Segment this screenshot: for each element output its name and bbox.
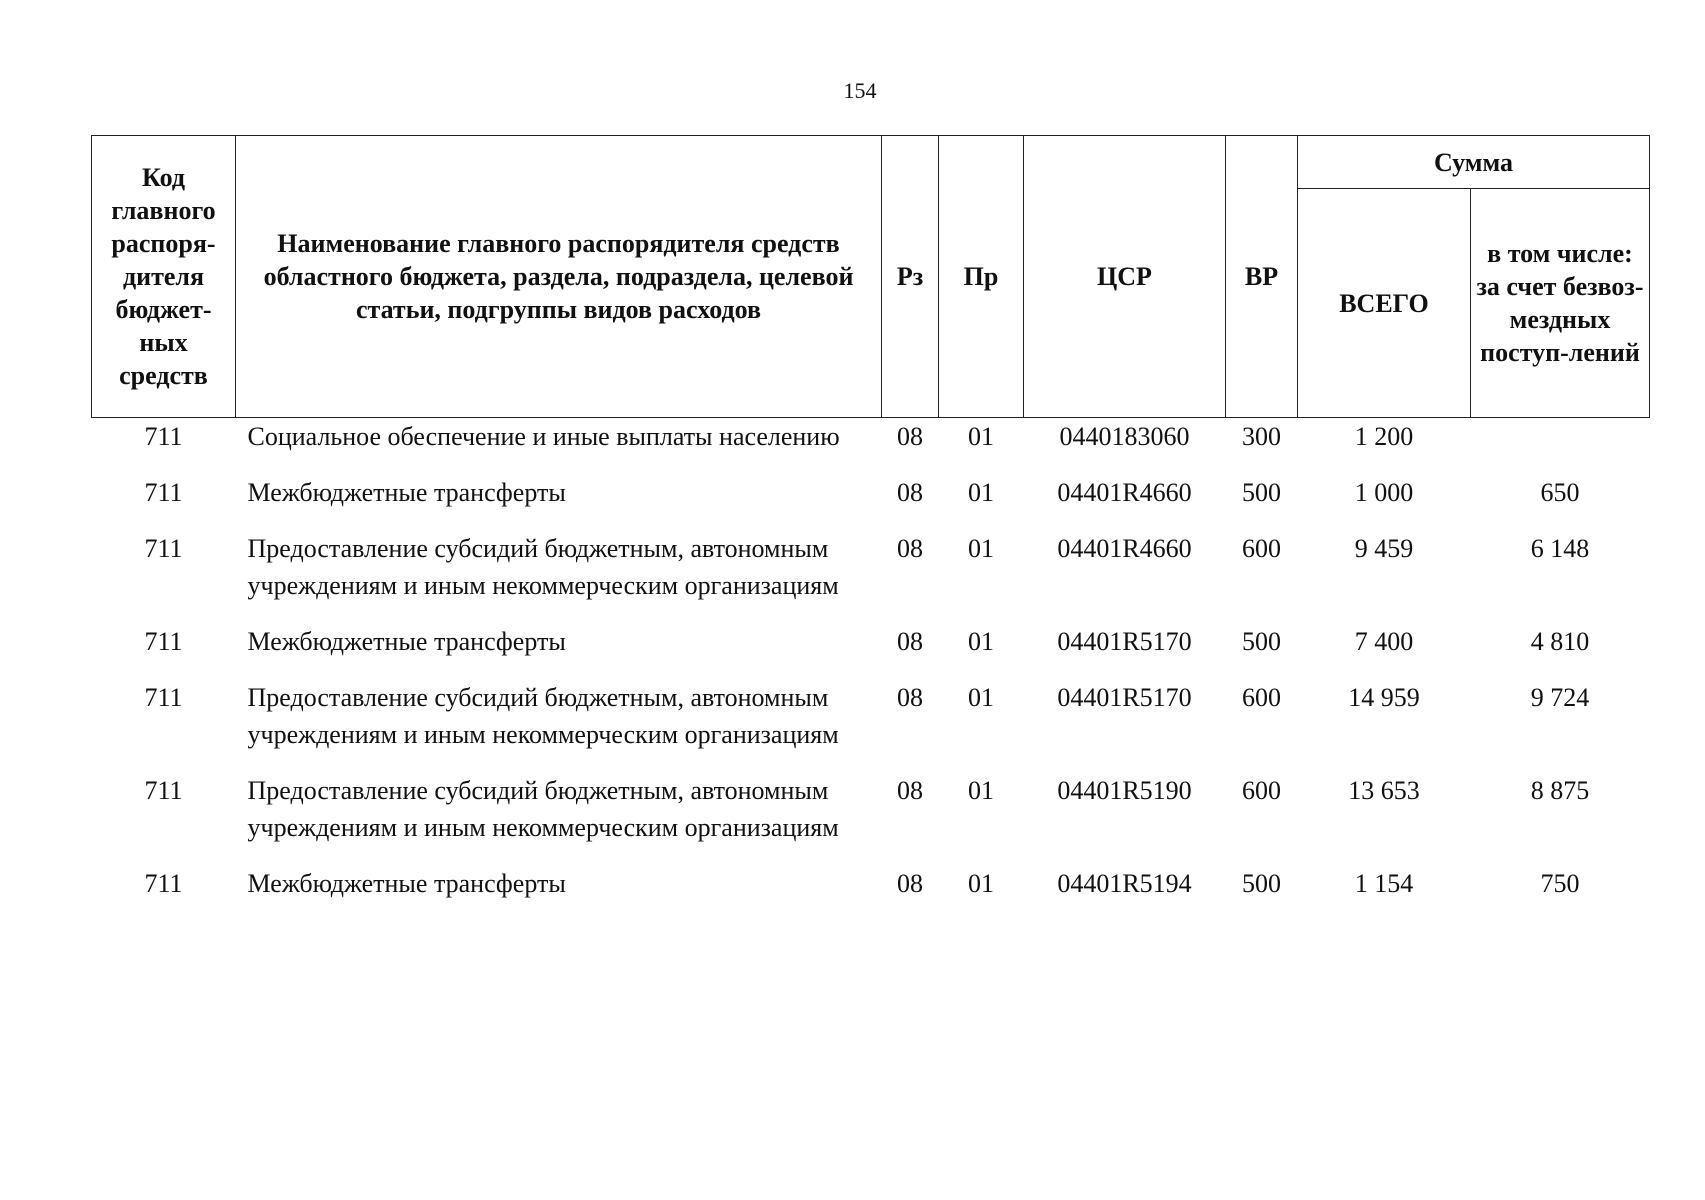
cell-vr: 600 xyxy=(1242,776,1281,805)
cell-incl: 6 148 xyxy=(1530,534,1590,563)
cell-name: Межбюджетные трансферты xyxy=(247,478,566,507)
cell-total: 1 200 xyxy=(1354,422,1414,451)
header-total: ВСЕГО xyxy=(1298,189,1471,418)
cell-rz: 08 xyxy=(897,683,923,712)
cell-csr: 04401R5194 xyxy=(1057,869,1192,898)
cell-rz: 08 xyxy=(897,422,923,451)
cell-csr: 04401R5170 xyxy=(1057,683,1192,712)
header-pr: Пр xyxy=(939,136,1024,418)
cell-vr: 500 xyxy=(1242,627,1281,656)
header-kod: Код главного распоря-дителя бюджет-ных средств xyxy=(92,136,236,418)
cell-incl: 750 xyxy=(1540,869,1580,898)
table-row xyxy=(92,530,1650,623)
table-row xyxy=(92,772,1650,865)
cell-pr: 01 xyxy=(968,683,994,712)
header-rz: Рз xyxy=(882,136,939,418)
cell-total: 1 154 xyxy=(1354,869,1414,898)
cell-incl: 8 875 xyxy=(1530,776,1590,805)
cell-vr: 600 xyxy=(1242,683,1281,712)
cell-kod: 711 xyxy=(144,534,183,563)
cell-incl: 650 xyxy=(1540,478,1580,507)
cell-kod: 711 xyxy=(144,869,183,898)
cell-vr: 500 xyxy=(1242,869,1281,898)
header-incl: в том числе: за счет безвоз-мездных поступ-лений xyxy=(1471,189,1650,418)
cell-incl: 9 724 xyxy=(1530,683,1590,712)
table-row xyxy=(92,474,1650,530)
cell-total: 13 653 xyxy=(1348,776,1420,805)
cell-vr: 500 xyxy=(1242,478,1281,507)
header-vr: ВР xyxy=(1226,136,1298,418)
cell-total: 9 459 xyxy=(1354,534,1414,563)
table-header xyxy=(92,136,1650,418)
header-name: Наименование главного распорядителя средств областного бюджета, раздела, подраздела, целевой статьи, подгруппы видов расходов xyxy=(236,136,882,418)
cell-name: Предоставление субсидий бюджетным, автономным учреждениям и иным некоммерческим организациям xyxy=(247,683,839,749)
cell-name: Предоставление субсидий бюджетным, автономным учреждениям и иным некоммерческим организациям xyxy=(247,776,839,842)
cell-name: Межбюджетные трансферты xyxy=(247,869,566,898)
cell-name: Предоставление субсидий бюджетным, автономным учреждениям и иным некоммерческим организациям xyxy=(247,534,839,600)
cell-rz: 08 xyxy=(897,627,923,656)
cell-rz: 08 xyxy=(897,534,923,563)
cell-pr: 01 xyxy=(968,478,994,507)
cell-csr: 04401R5170 xyxy=(1057,627,1192,656)
cell-rz: 08 xyxy=(897,869,923,898)
cell-pr: 01 xyxy=(968,776,994,805)
cell-name: Социальное обеспечение и иные выплаты населению xyxy=(247,422,840,451)
page-number: 154 xyxy=(843,78,877,103)
cell-rz: 08 xyxy=(897,478,923,507)
cell-pr: 01 xyxy=(968,534,994,563)
cell-csr: 04401R5190 xyxy=(1057,776,1192,805)
cell-csr: 04401R4660 xyxy=(1057,534,1192,563)
cell-kod: 711 xyxy=(144,627,183,656)
budget-table xyxy=(91,135,1650,921)
cell-total: 14 959 xyxy=(1348,683,1420,712)
cell-incl xyxy=(1471,418,1650,475)
cell-kod: 711 xyxy=(144,683,183,712)
table-row xyxy=(92,865,1650,921)
cell-incl: 4 810 xyxy=(1530,627,1590,656)
table-row xyxy=(92,418,1650,475)
table-row xyxy=(92,623,1650,679)
cell-kod: 711 xyxy=(144,776,183,805)
cell-vr: 300 xyxy=(1242,422,1281,451)
cell-kod: 711 xyxy=(144,422,183,451)
cell-vr: 600 xyxy=(1242,534,1281,563)
cell-pr: 01 xyxy=(968,627,994,656)
cell-kod: 711 xyxy=(144,478,183,507)
header-sum: Сумма xyxy=(1298,136,1650,189)
cell-name: Межбюджетные трансферты xyxy=(247,627,566,656)
cell-pr: 01 xyxy=(968,869,994,898)
cell-pr: 01 xyxy=(968,422,994,451)
cell-csr: 04401R4660 xyxy=(1057,478,1192,507)
cell-rz: 08 xyxy=(897,776,923,805)
cell-total: 7 400 xyxy=(1354,627,1414,656)
cell-total: 1 000 xyxy=(1354,478,1414,507)
cell-csr: 0440183060 xyxy=(1059,422,1190,451)
table-row xyxy=(92,679,1650,772)
table-body xyxy=(92,418,1650,922)
header-csr: ЦСР xyxy=(1024,136,1226,418)
